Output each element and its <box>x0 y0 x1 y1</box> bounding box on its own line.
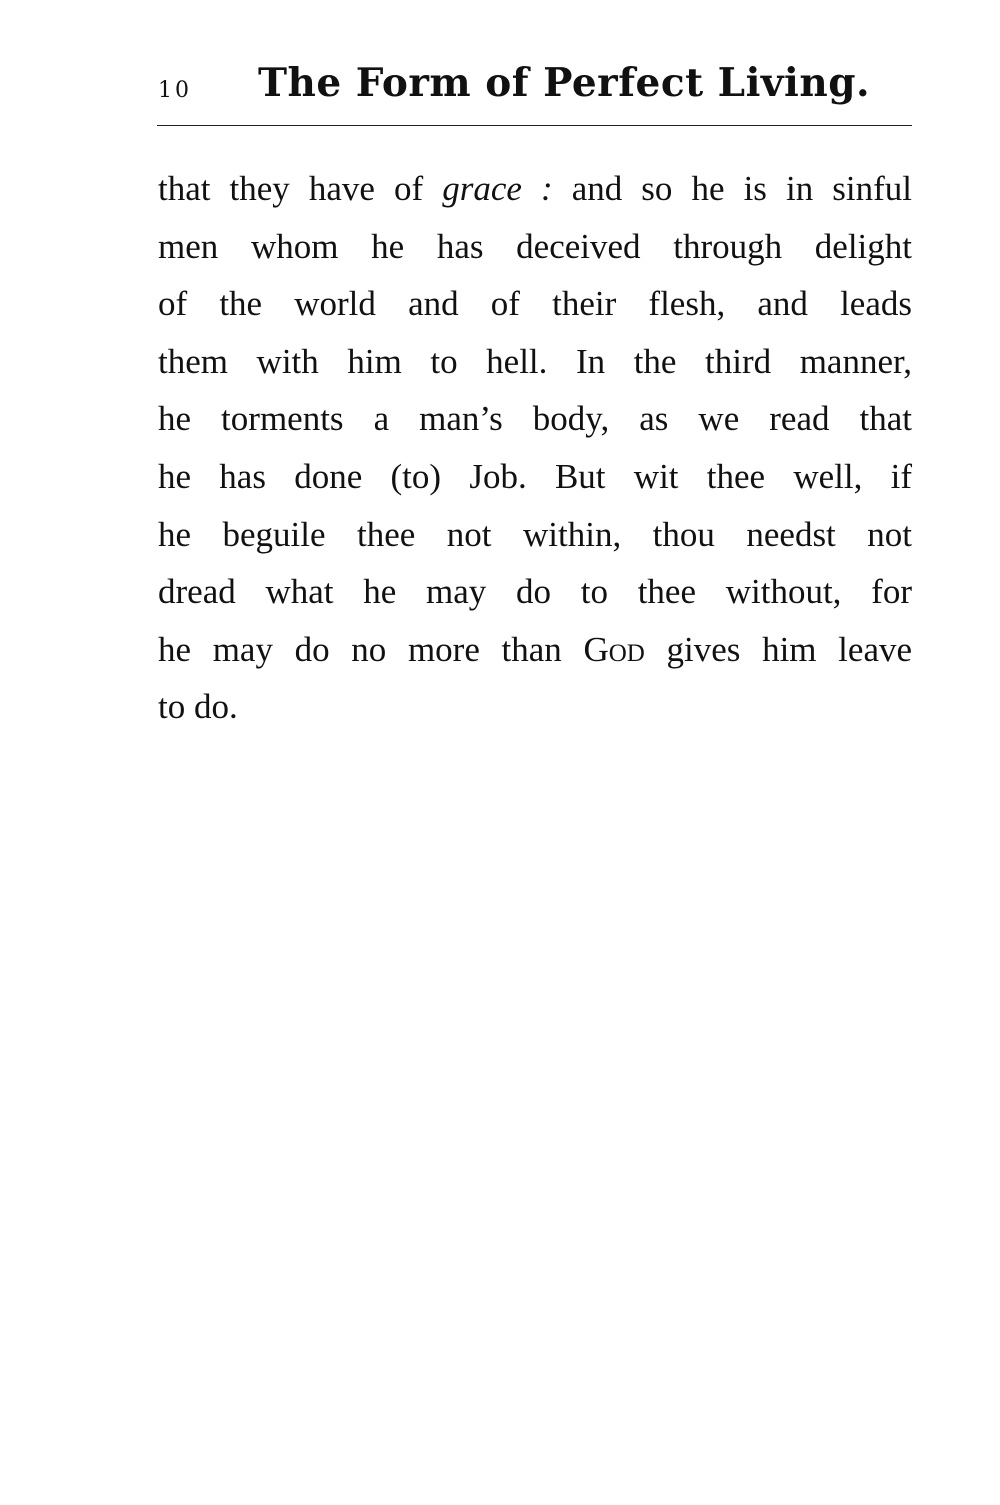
italic-word-grace: grace : <box>442 169 553 208</box>
text-line-5: he torments a man’s body, as we read that <box>158 399 912 439</box>
page-number: 10 <box>158 78 192 103</box>
running-head <box>158 58 912 118</box>
body-paragraph <box>158 160 912 736</box>
text-line-10: to do. <box>158 687 238 727</box>
text-line-3: of the world and of their flesh, and leads <box>158 284 912 324</box>
text-run: and so he is in sinful <box>552 169 912 208</box>
header-rule <box>157 125 912 126</box>
text-line-4: them with him to hell. In the third manner, <box>158 341 912 381</box>
text-run: gives him leave <box>644 629 913 669</box>
text-line-9 <box>158 621 912 679</box>
text-line-6: he has done (to) Job. But wit thee well, if <box>158 456 912 496</box>
text-line-2: men whom he has deceived through delight <box>158 226 912 266</box>
running-title: The Form of Perfect Living. <box>258 60 871 106</box>
text-line-8: dread what he may do to thee without, for <box>158 572 912 612</box>
smallcaps-word-god: God <box>583 629 645 669</box>
text-line-1 <box>158 160 912 218</box>
text-line-7: he beguile thee not within, thou needst not <box>158 514 912 554</box>
text-run: he may do no more than <box>158 629 584 669</box>
text-run: that they have of <box>158 169 443 208</box>
